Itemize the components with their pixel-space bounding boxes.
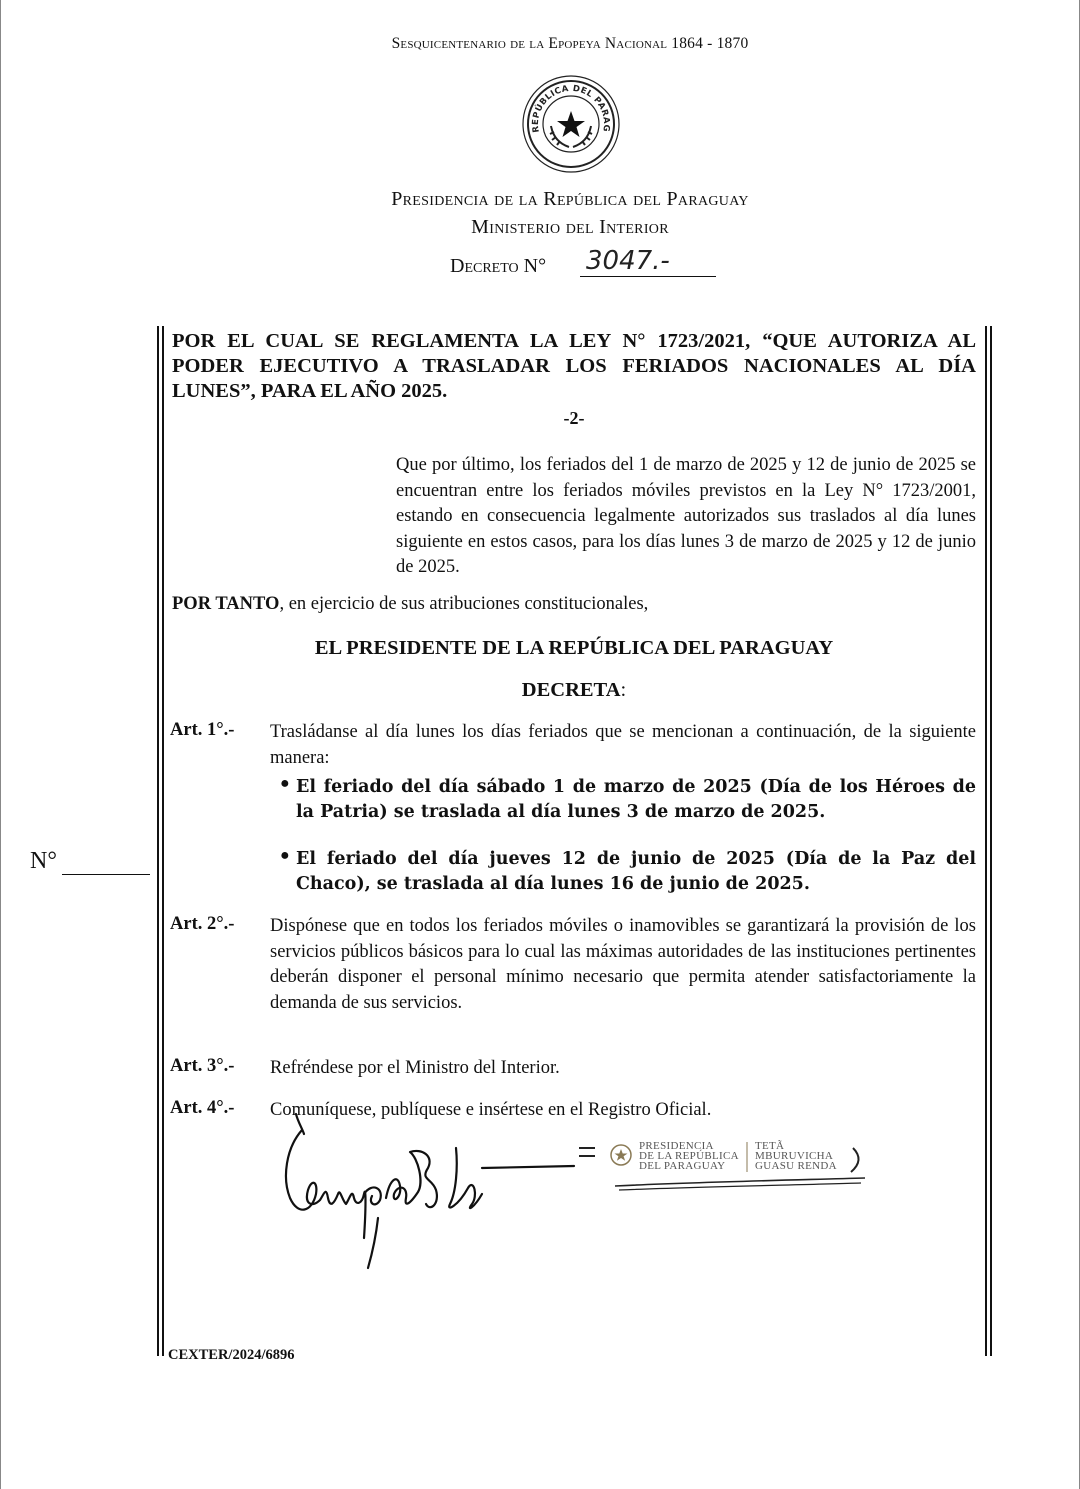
national-seal-logo (521, 74, 621, 174)
decree-title: POR EL CUAL SE REGLAMENTA LA LEY N° 1723/2021, “QUE AUTORIZA AL PODER EJECUTIVO A TRASLADAR LOS FERIADOS NACIONALES AL DÍA LUNES”, PARA EL AÑO 2025. (172, 330, 976, 402)
footer-reference-code: CEXTER/2024/6896 (168, 1347, 295, 1363)
stamp-left-line-2: DE LA REPÚBLICA (639, 1150, 739, 1162)
considerando-paragraph: Que por último, los feriados del 1 de marzo de 2025 y 12 de junio de 2025 se encuentran entre los feriados móviles previstos en la Ley N° 1723/2001, estando en consecuencia legalmente autorizados sus traslados al día lunes siguiente en estos casos, para los días lunes 3 de marzo de 2025 y 12 de junio de 2025. (396, 455, 976, 577)
bullet-2-text: El feriado del día jueves 12 de junio de 2025 (Día de la Paz del Chaco), se traslada al día lunes 16 de junio de 2025. (296, 849, 976, 894)
stamp-left-text (639, 1141, 739, 1171)
presidencia-heading: Presidencia de la República del Paraguay (391, 188, 749, 210)
stamp-right-line-3: GUASU RENDA (755, 1160, 837, 1172)
bullet-1-text: El feriado del día sábado 1 de marzo de 2025 (Día de los Héroes de la Patria) se traslada al día lunes 3 de marzo de 2025. (296, 777, 976, 822)
right-rule-inner (985, 326, 987, 1356)
stamp-left-line-1: PRESIDENCIA (639, 1140, 714, 1152)
sesquicentenario-line: Sesquicentenario de la Epopeya Nacional 1864 - 1870 (391, 35, 749, 52)
decreto-number-line (450, 246, 720, 282)
margin-number-underline (62, 874, 150, 875)
handwritten-signature (268, 1108, 608, 1278)
article-1-label: Art. 1°.- (170, 720, 235, 740)
decreto-underline (580, 276, 716, 277)
por-tanto-bold: POR TANTO (172, 594, 280, 614)
ministerio-heading: Ministerio del Interior (471, 216, 669, 238)
stamp-right-line-1: TETÃ (755, 1140, 785, 1152)
article-3-text: Refréndese por el Ministro del Interior. (270, 1058, 560, 1078)
stamp-left-line-3: DEL PARAGUAY (639, 1160, 726, 1172)
article-2-label: Art. 2°.- (170, 914, 235, 934)
article-4-text: Comuníquese, publíquese e insértese en el Registro Oficial. (270, 1100, 712, 1120)
article-3-label: Art. 3°.- (170, 1056, 235, 1076)
article-4-label: Art. 4°.- (170, 1098, 235, 1118)
stamp-right-line-2: MBURUVICHA (755, 1150, 834, 1162)
svg-text:REPÚBLICA DEL PARAGUAY: REPÚBLICA DEL PARAG (530, 83, 612, 134)
stamp-right-text (755, 1141, 837, 1171)
presidency-stamp (575, 1138, 875, 1200)
decreta-colon: : (620, 679, 627, 701)
article-2-text: Dispónese que en todos los feriados móviles o inamovibles se garantizará la provisión de los servicios públicos básicos para lo cual las máximas autoridades de las instituciones pertinentes deberán disponer el personal mínimo necesario que permita atender satisfactoriamente la demanda de sus servicios. (270, 916, 976, 1013)
decreto-label: Decreto N° (450, 255, 547, 277)
decreta-heading (172, 679, 976, 702)
bullet-1-dot: ● (280, 775, 290, 792)
margin-number-label: N° (30, 848, 57, 874)
por-tanto-text: , en ejercicio de sus atribuciones constitucionales, (279, 594, 649, 614)
article-1-text: Trasládanse al día lunes los días feriados que se mencionan a continuación, de la siguiente manera: (270, 722, 976, 768)
presidente-heading: EL PRESIDENTE DE LA REPÚBLICA DEL PARAGUAY (314, 637, 834, 659)
margin-number-field (30, 848, 155, 878)
decreto-number-handwritten: 3047.- (586, 246, 670, 276)
por-tanto-line (172, 594, 976, 615)
bullet-2-dot: ● (280, 847, 290, 864)
right-rule-outer (990, 326, 992, 1356)
decreta-word: DECRETA (521, 679, 621, 701)
left-rule-outer (157, 326, 159, 1356)
left-rule-inner (162, 326, 164, 1356)
page-number: -2- (563, 408, 585, 428)
